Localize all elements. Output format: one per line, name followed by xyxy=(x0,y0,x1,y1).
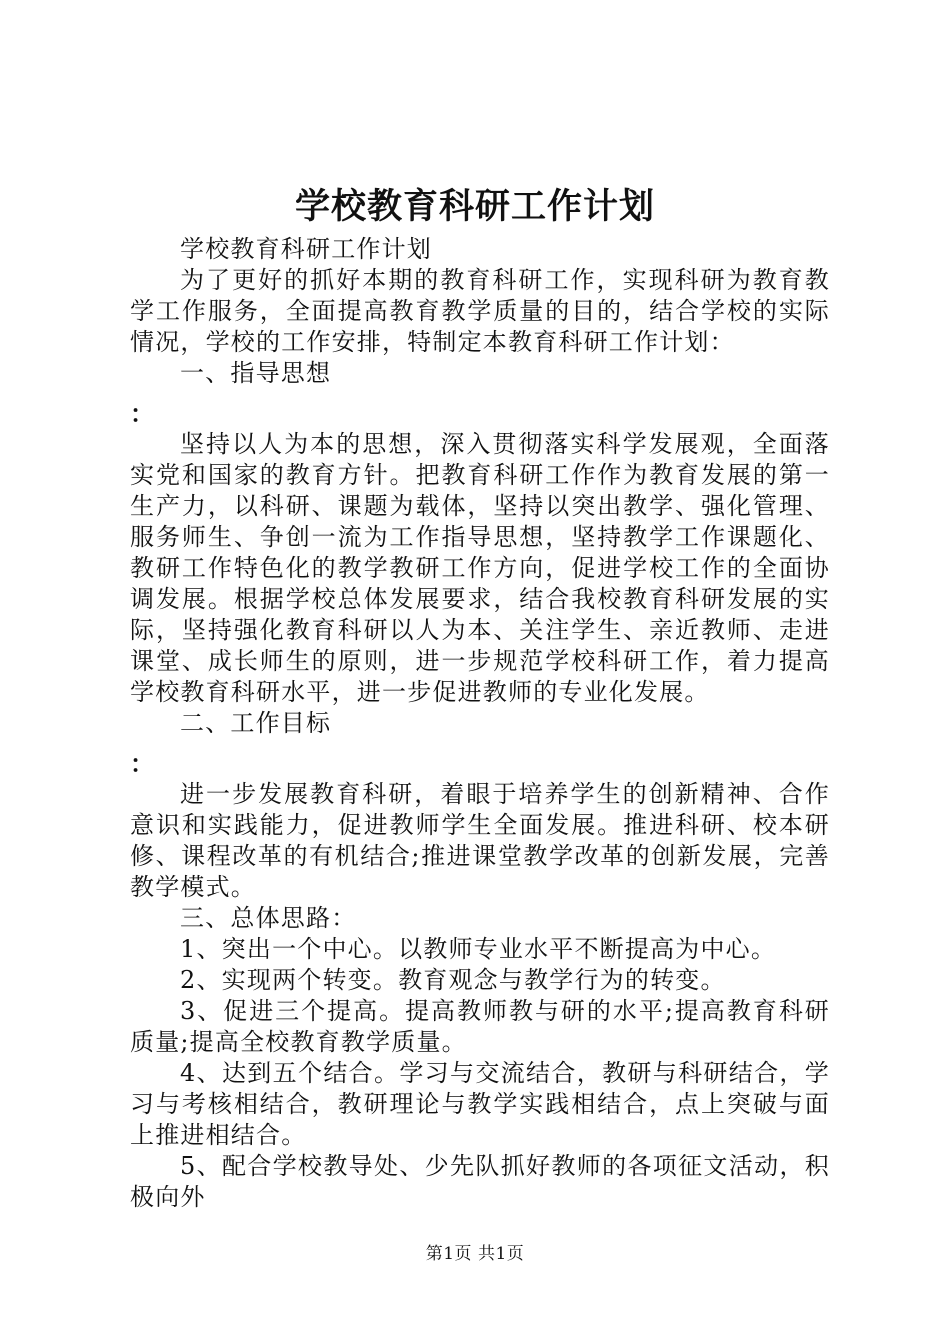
list-item: 1、突出一个中心。以教师专业水平不断提高为中心。 xyxy=(180,935,777,963)
list-item: 3、促进三个提高。提高教师教与研的水平;提高教育科研质量;提高全校教育教学质量。 xyxy=(130,997,830,1056)
paragraph-work-goals: 进一步发展教育科研，着眼于培养学生的创新精神、合作意识和实践能力，促进教师学生全面发展。推进科研、校本研修、课程改革的有机结合;推进课堂教学改革的创新发展，完善教学模式。 xyxy=(130,780,830,901)
paragraph-subtitle: 学校教育科研工作计划 xyxy=(180,235,432,263)
paragraph-intro: 为了更好的抓好本期的教育科研工作，实现科研为教育教学工作服务，全面提高教育教学质量的目的，结合学校的实际情况，学校的工作安排，特制定本教育科研工作计划： xyxy=(130,266,830,356)
document-body xyxy=(130,234,830,1213)
section-colon: ： xyxy=(130,749,156,778)
section-heading-work-goals: 二、工作目标 xyxy=(180,709,332,737)
list-item: 5、配合学校教导处、少先队抓好教师的各项征文活动，积极向外 xyxy=(130,1152,830,1211)
list-item: 2、实现两个转变。教育观念与教学行为的转变。 xyxy=(180,966,726,994)
section-heading-overall-approach: 三、总体思路： xyxy=(180,904,357,932)
list-item: 4、达到五个结合。学习与交流结合，教研与科研结合，学习与考核相结合，教研理论与教学实践相结合，点上突破与面上推进相结合。 xyxy=(130,1059,830,1149)
document-title: 学校教育科研工作计划 xyxy=(294,186,655,227)
paragraph-guiding-ideology: 坚持以人为本的思想，深入贯彻落实科学发展观，全面落实党和国家的教育方针。把教育科研工作作为教育发展的第一生产力，以科研、课题为载体，坚持以突出教学、强化管理、服务师生、争创一流为工作指导思想，坚持教学工作课题化、教研工作特色化的教学教研工作方向，促进学校工作的全面协调发展。根据学校总体发展要求，结合我校教育科研发展的实际，坚持强化教育科研以人为本、关注学生、亲近教师、走进课堂、成长师生的原则，进一步规范学校科研工作，着力提高学校教育科研水平，进一步促进教师的专业化发展。 xyxy=(130,430,830,706)
section-colon: ： xyxy=(130,399,156,428)
section-heading-guiding-ideology: 一、指导思想 xyxy=(180,359,332,387)
page-number-footer: 第1页 共1页 xyxy=(425,1244,525,1264)
